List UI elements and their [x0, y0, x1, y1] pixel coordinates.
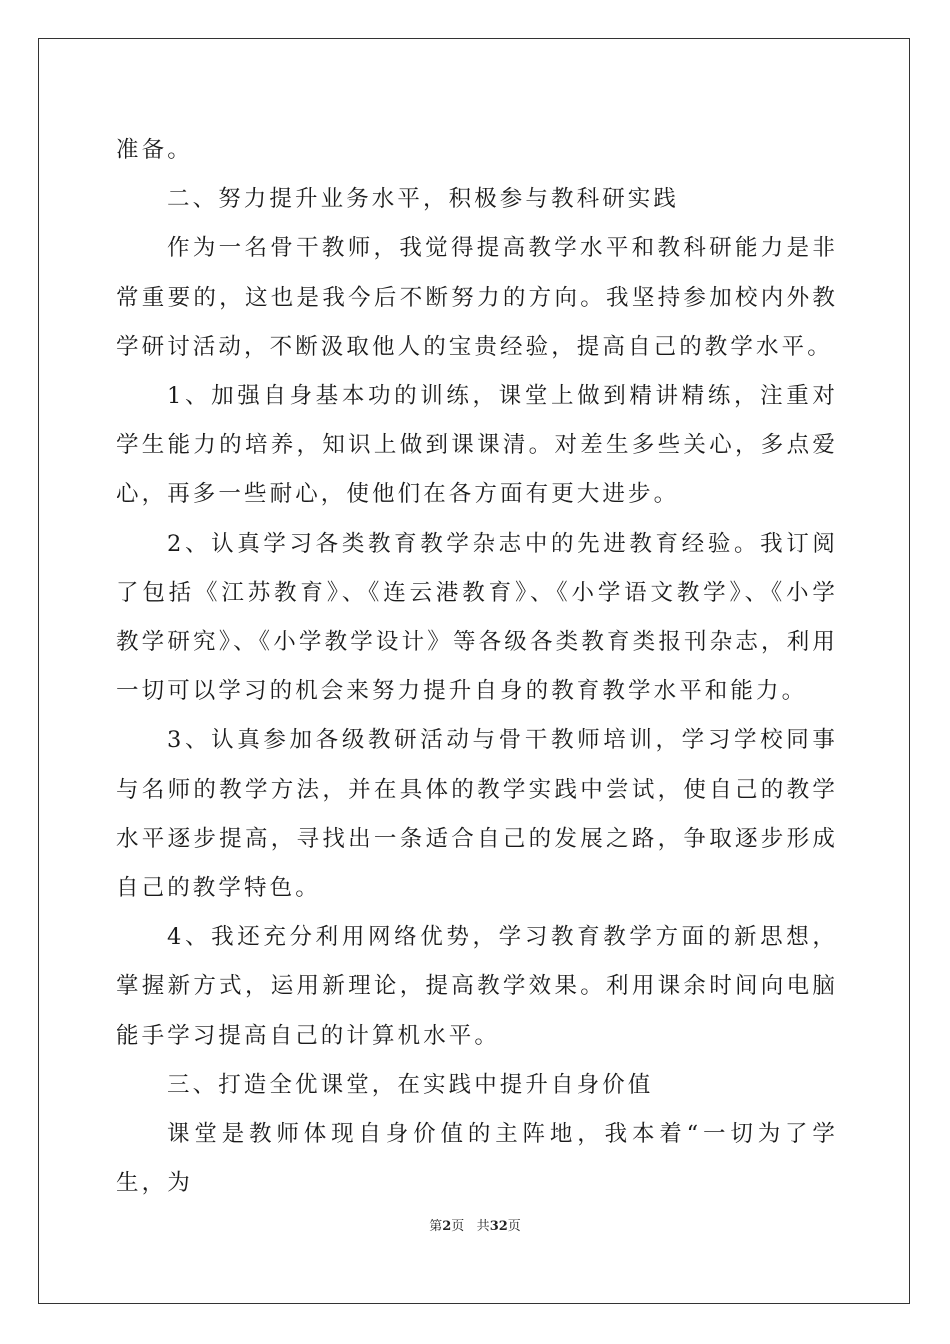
total-pages: 32	[489, 1219, 508, 1234]
list-item: 1、加强自身基本功的训练，课堂上做到精讲精练，注重对学生能力的培养，知识上做到课课清。对差生多些关心，多点爱心，再多一些耐心，使他们在各方面有更大进步。	[116, 383, 838, 508]
list-item: 3、认真参加各级教研活动与骨干教师培训，学习学校同事与名师的教学方法，并在具体的教学实践中尝试，使自己的教学水平逐步提高，寻找出一条适合自己的发展之路，争取逐步形成自己的教学特色。	[116, 727, 838, 902]
document-body	[116, 126, 838, 1208]
page-label-prefix: 第	[429, 1219, 443, 1234]
page-number: 2	[442, 1219, 452, 1234]
paragraph: 准备。	[116, 137, 193, 163]
page-footer	[0, 1218, 950, 1236]
total-label-prefix: 共	[476, 1219, 490, 1234]
list-item: 4、我还充分利用网络优势，学习教育教学方面的新思想，掌握新方式，运用新理论，提高教学效果。利用课余时间向电脑能手学习提高自己的计算机水平。	[116, 924, 838, 1049]
page-label-suffix: 页	[451, 1219, 465, 1234]
section-heading: 三、打造全优课堂，在实践中提升自身价值	[167, 1071, 654, 1098]
list-item: 2、认真学习各类教育教学杂志中的先进教育经验。我订阅了包括《江苏教育》、《连云港教育》、《小学语文教学》、《小学教学研究》、《小学教学设计》等各级各类教育类报刊杂志，利用一切可以学习的机会来努力提升自身的教育教学水平和能力。	[116, 530, 838, 705]
section-heading: 二、努力提升业务水平，积极参与教科研实践	[167, 186, 680, 213]
paragraph: 作为一名骨干教师，我觉得提高教学水平和教科研能力是非常重要的，这也是我今后不断努力的方向。我坚持参加校内外教学研讨活动，不断汲取他人的宝贵经验，提高自己的教学水平。	[116, 235, 838, 360]
paragraph: 课堂是教师体现自身价值的主阵地，我本着“一切为了学生，为	[116, 1121, 838, 1197]
total-label-suffix: 页	[507, 1219, 521, 1234]
